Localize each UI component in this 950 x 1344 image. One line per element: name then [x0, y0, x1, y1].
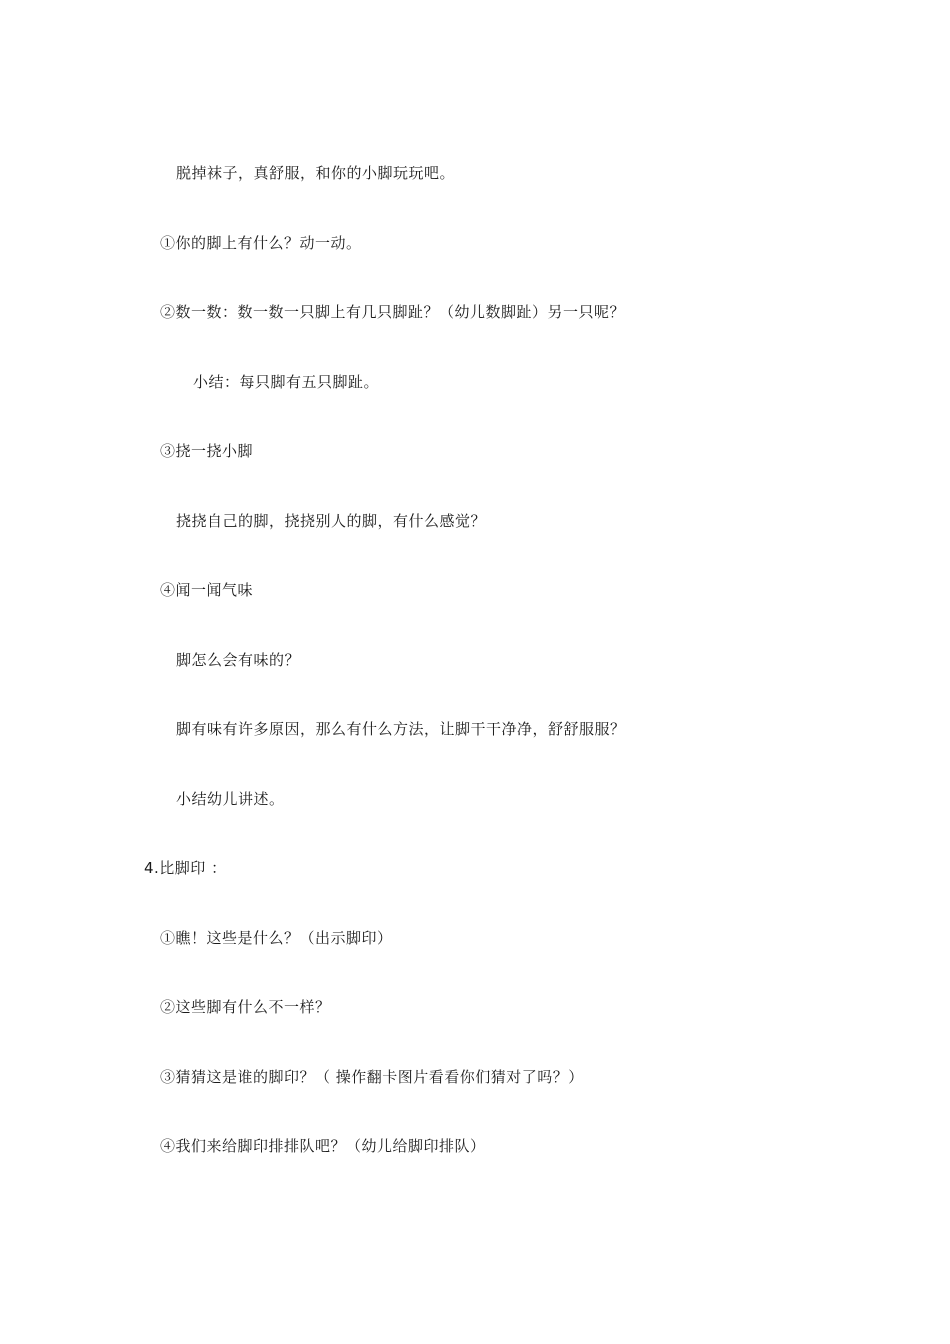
list-item: ③猜猜这是谁的脚印？（ 操作翻卡图片看看你们猜对了吗？） [160, 1068, 584, 1086]
summary-line: 小结幼儿讲述。 [176, 790, 285, 808]
list-item: ①瞧！这些是什么？（出示脚印） [160, 929, 393, 947]
list-item: ②这些脚有什么不一样？ [160, 998, 331, 1016]
paragraph-line: 脚怎么会有味的？ [176, 651, 301, 669]
section-heading: 4.比脚印 ： [144, 859, 227, 877]
summary-line: 小结：每只脚有五只脚趾。 [193, 373, 380, 391]
list-item: ②数一数：数一数一只脚上有几只脚趾？（幼儿数脚趾）另一只呢？ [160, 303, 626, 321]
list-item: ④我们来给脚印排排队吧？（幼儿给脚印排队） [160, 1137, 486, 1155]
paragraph-line: 挠挠自己的脚，挠挠别人的脚，有什么感觉？ [176, 512, 487, 530]
paragraph-line: 脚有味有许多原因，那么有什么方法，让脚干干净净，舒舒服服？ [176, 720, 626, 738]
list-item: ①你的脚上有什么？动一动。 [160, 234, 362, 252]
list-item: ③挠一挠小脚 [160, 442, 254, 460]
list-item: ④闻一闻气味 [160, 581, 254, 599]
paragraph-line: 脱掉袜子，真舒服，和你的小脚玩玩吧。 [176, 164, 456, 182]
